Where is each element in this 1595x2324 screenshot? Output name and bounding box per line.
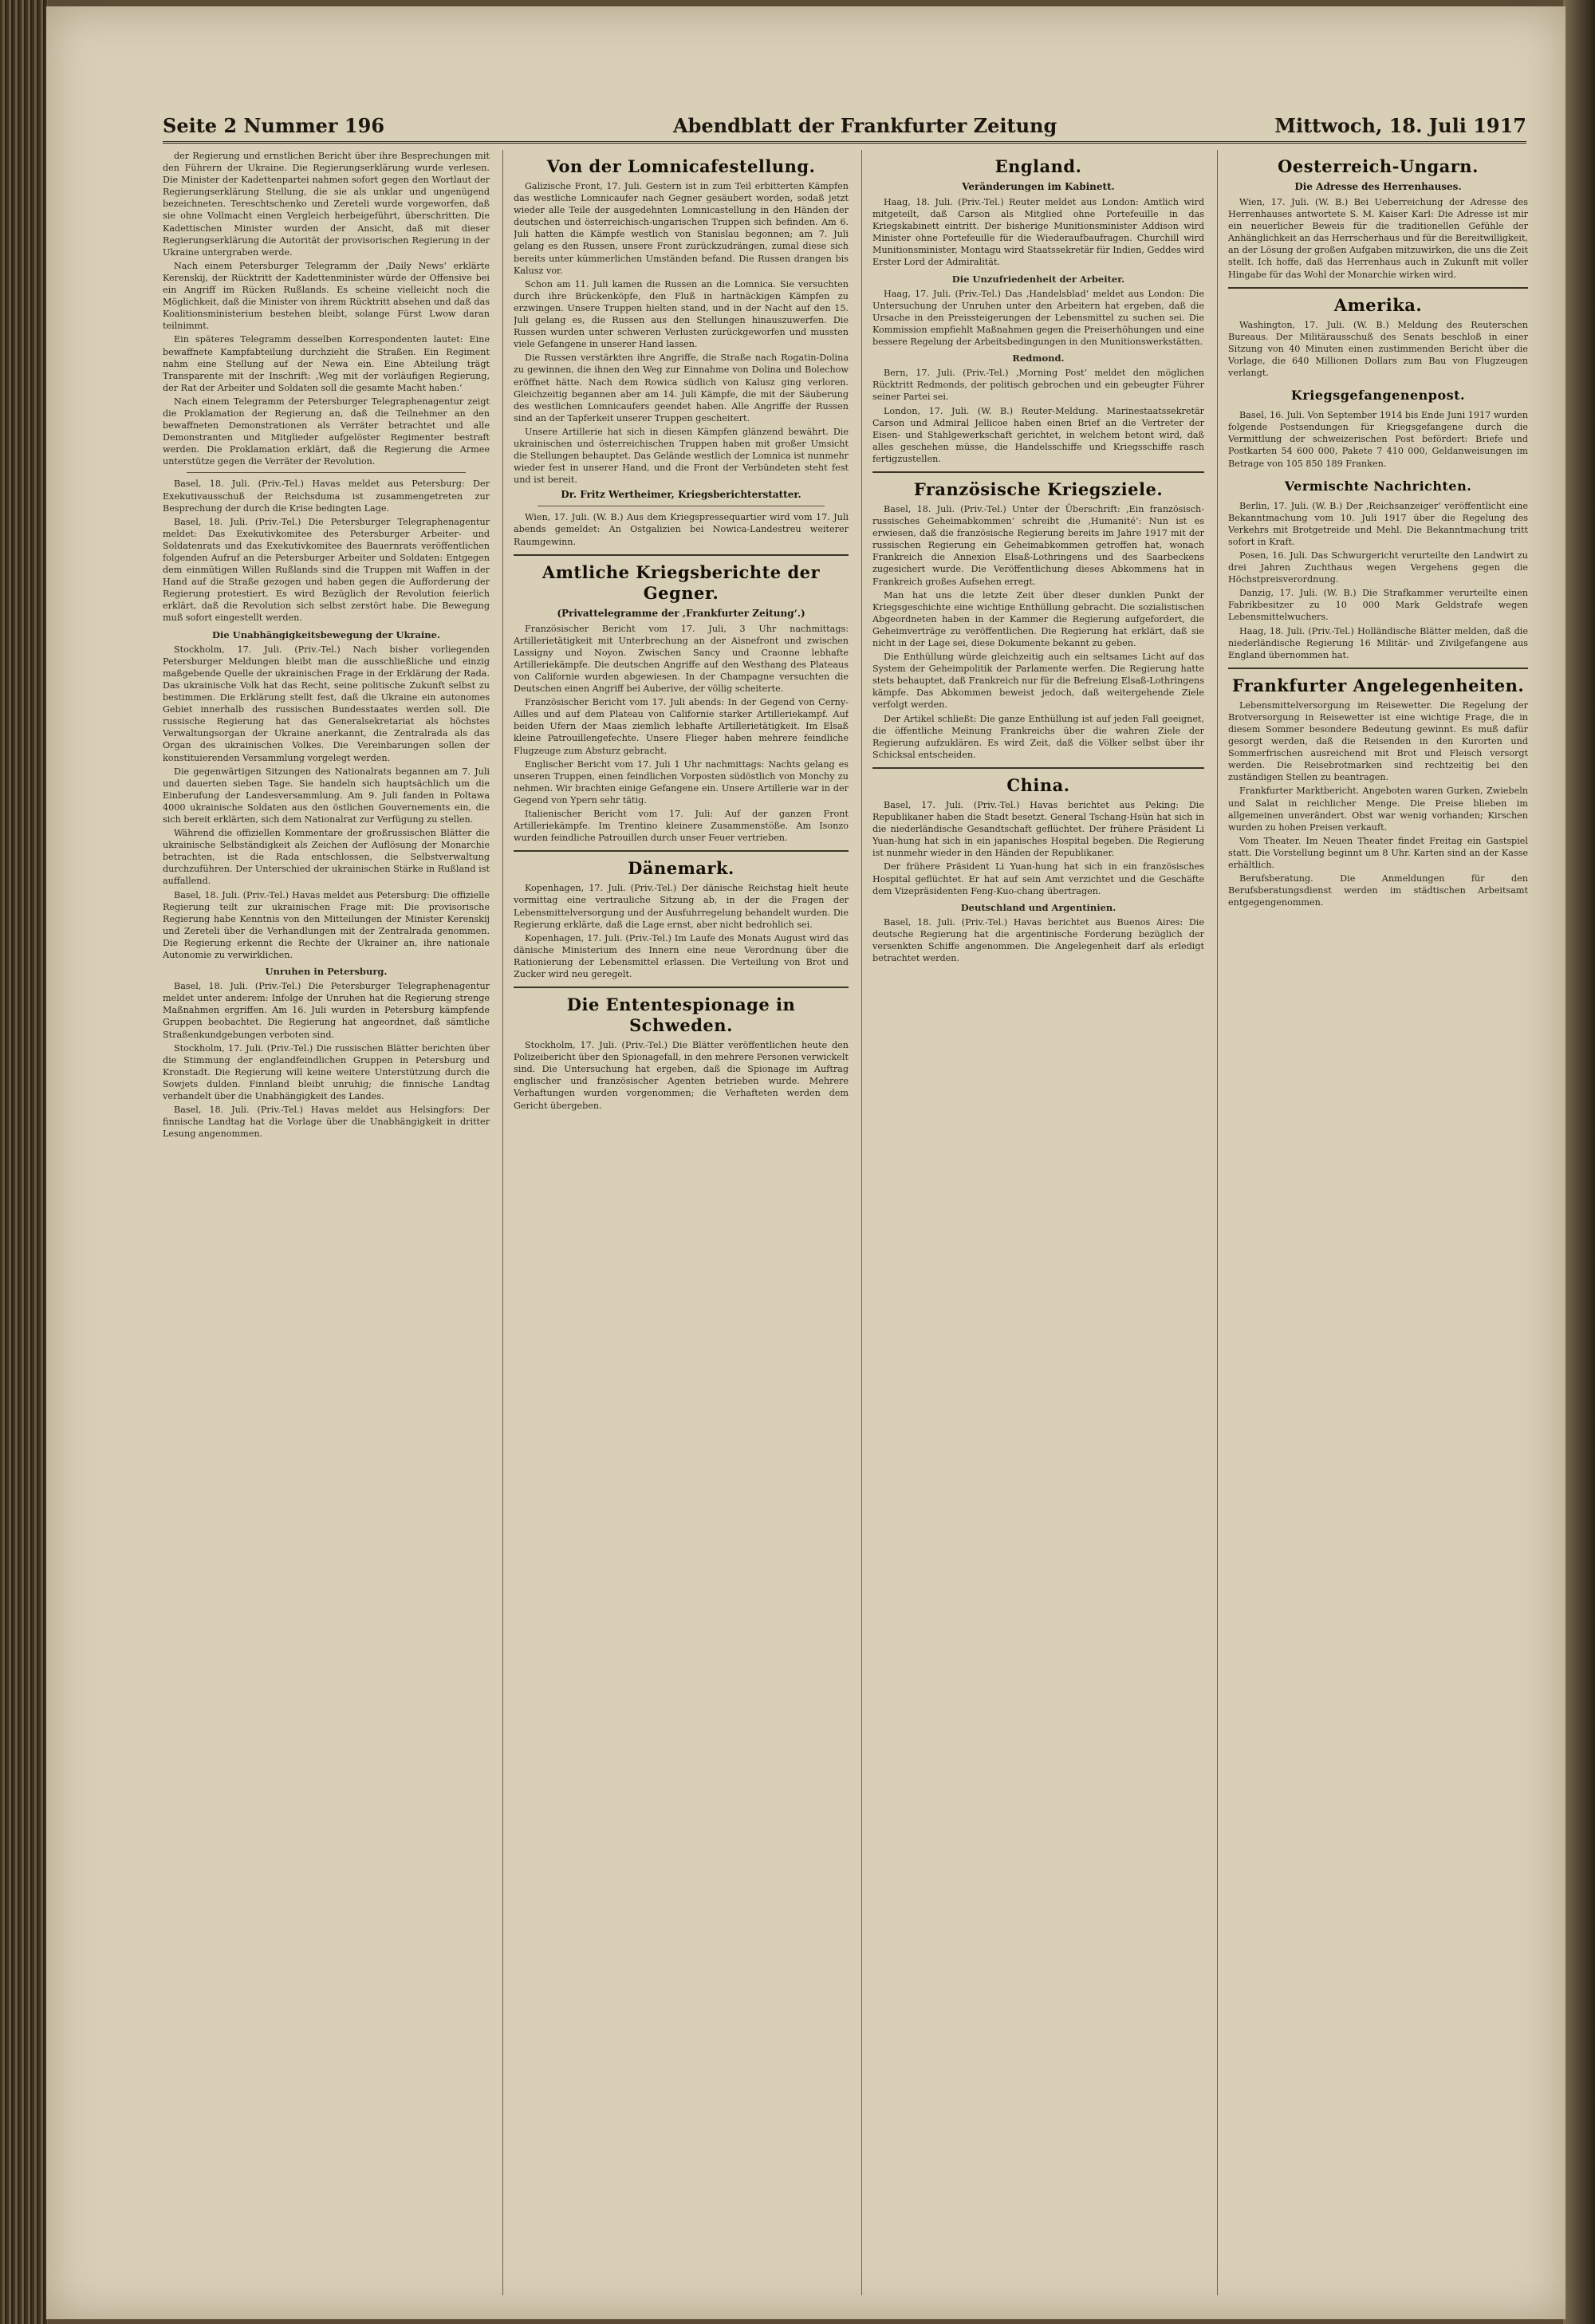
section-heading: Die Ententespionage in Schweden. — [566, 995, 796, 1036]
section-subheading: Veränderungen im Kabinett. — [962, 181, 1115, 192]
section-heading: China. — [1006, 774, 1070, 795]
article-paragraph: Basel, 17. Juli. (Priv.-Tel.) Havas berichtet aus Peking: Die Republikaner haben die Stadt besetzt. General Tschang-Hsün hat sich in die niederländische Gesandtschaft geflüchtet. Der frühere Präsident Li Yuan-hung hat sich in ein japanisches Hospital begeben. Die Regierung ist nunmehr wieder in den Händen der Republikaner. — [872, 799, 1204, 859]
section-subheading: Die Adresse des Herrenhauses. — [1294, 181, 1462, 192]
section-heading: Oesterreich-Ungarn. — [1278, 156, 1479, 176]
article-paragraph: Lebensmittelversorgung im Reisewetter. Die Regelung der Brotversorgung in Reisewetter ist eine wichtige Frage, die in diesem Sommer besondere Bedeutung gewinnt. Es muß dafür gesorgt werden, daß die Reisenden in den Kurorten und Sommerfrischen ausreichend mit Brot und Fleisch versorgt werden. Die Reisebrotmarken sind rechtzeitig bei den zuständigen Stellen zu beantragen. — [1228, 699, 1528, 783]
divider — [1228, 287, 1528, 289]
article-paragraph: Wien, 17. Juli. (W. B.) Bei Ueberreichung der Adresse des Herrenhauses antwortete S. M. Kaiser Karl: Die Adresse ist mir ein neuerlicher Beweis für die traditionellen Gefühle der Anhänglichkeit an das Herrscherhaus und für die Bereitwilligkeit, an der Lösung der großen Aufgaben mitzuwirken, die uns die Zeit stellt. Ich hoffe, daß das Herrenhaus auch in Zukunft mit voller Hingabe für das Wohl der Monarchie wirken wird. — [1228, 197, 1528, 280]
article-paragraph: Haag, 18. Juli. (Priv.-Tel.) Holländische Blätter melden, daß die niederländische Regierung 16 Militär- und Zivilgefangene aus England übernommen hat. — [1228, 625, 1528, 660]
article-paragraph: Basel, 16. Juli. Von September 1914 bis Ende Juni 1917 wurden folgende Postsendungen für Kriegsgefangene durch die Vermittlung der schweizerischen Post befördert: Briefe und Postkarten 54 600 000, Pakete 7 410 000, Geldanweisungen im Betrage von 105 850 189 Franken. — [1228, 410, 1528, 469]
section-subheading: Die Unabhängigkeitsbewegung der Ukraine. — [212, 628, 440, 640]
article-paragraph: Basel, 18. Juli. (Priv.-Tel.) Die Petersburger Telegraphenagentur meldet: Das Exekutivkomitee des Petersburger Arbeiter- und Soldatenrats und das Exekutivkomitee des Bauernrats veröffentlichen folgenden Aufruf an die Petersburger Arbeiter und Soldaten: Entgegen dem einmütigen Willen Rußlands sind die Truppen mit Waffen in der Hand auf die Straße gezogen und haben gegen die Aufforderung der Regierung protestiert. Es wird Bezüglich der Revolution feierlich erklärt, daß die Revolution sich selbst zerstört habe. Die Bewegung muß sofort eingestellt werden. — [163, 516, 490, 624]
article-paragraph: Basel, 18. Juli. (Priv.-Tel.) Havas berichtet aus Buenos Aires: Die deutsche Regierung hat die argentinische Forderung bezüglich der versenkten Schiffe angenommen. Die Angelegenheit darf als erledigt betrachtet werden. — [872, 916, 1204, 964]
article-paragraph: Der Artikel schließt: Die ganze Enthüllung ist auf jeden Fall geeignet, die öffentliche Meinung Frankreichs über die wahren Ziele der Regierung aufzuklären. Es wird Zeit, daß die Völker selbst über ihr Schicksal entscheiden. — [872, 713, 1204, 760]
section-heading: Von der Lomnicafestellung. — [546, 156, 816, 176]
article-paragraph: Frankfurter Marktbericht. Angeboten waren Gurken, Zwiebeln und Salat in reichlicher Menge. Die Preise blieben im allgemeinen unverändert. Obst war wenig vorhanden; Kirschen wurden zu hohen Preisen verkauft. — [1228, 786, 1528, 833]
section-heading: England. — [994, 156, 1082, 176]
article-paragraph: Haag, 18. Juli. (Priv.-Tel.) Reuter meldet aus London: Amtlich wird mitgeteilt, daß Carson als Mitglied ohne Portefeuille in das Kriegskabinett eintritt. Der bisherige Munitionsminister Addison wird Minister ohne Portefeuille für die Wiederaufbaufragen. Churchill wird Munitionsminister, Montagu wird Staatssekretär für Indien, Geddes wird Erster Lord der Admiralität. — [872, 197, 1204, 268]
article-paragraph: Danzig, 17. Juli. (W. B.) Die Strafkammer verurteilte einen Fabrikbesitzer zu 10 000 Mark Geldstrafe wegen Lebensmittelwuchers. — [1228, 588, 1528, 623]
column-3 — [872, 150, 1204, 2295]
article-paragraph: Basel, 18. Juli. (Priv.-Tel.) Havas meldet aus Petersburg: Der Exekutivausschuß der Reichsduma ist zusammengetreten zur Besprechung der durch die Krise bedingten Lage. — [163, 479, 490, 514]
article-paragraph: Man hat uns die letzte Zeit über dieser dunklen Punkt der Kriegsgeschichte eine wichtige Enthüllung gebracht. Die sozialistischen Abgeordneten haben in der Kammer die Regierung aufgefordert, die Geheimverträge zu veröffentlichen. Die Regierung hat erklärt, daß sie nicht in der Lage sei, diese Dokumente bekannt zu geben. — [872, 589, 1204, 648]
article-paragraph: Die Enthüllung würde gleichzeitig auch ein seltsames Licht auf das System der Geheimpolitik der Parlamente werfen. Die Regierung hatte stets behauptet, daß Frankreich nur für die Befreiung Elsaß-Lothringens kämpfe. Das Abkommen beweist jedoch, daß weitergehende Ziele verfolgt werden. — [872, 652, 1204, 711]
article-paragraph: Bern, 17. Juli. (Priv.-Tel.) ‚Morning Post‘ meldet den möglichen Rücktritt Redmonds, der politisch gebrochen und ein gebeugter Führer seiner Partei sei. — [872, 368, 1204, 403]
newspaper-title: Abendblatt der Frankfurter Zeitung — [673, 114, 1057, 137]
article-paragraph: Unsere Artillerie hat sich in diesen Kämpfen glänzend bewährt. Die ukrainischen und österreichischen Truppen haben mit großer Umsicht die Stellungen behauptet. Das Gelände westlich der Lomnica ist nunmehr wieder fest in unserer Hand, und die Front der Verbündeten steht fest und ist bereit. — [514, 426, 849, 486]
section-subheading: Die Unzufriedenheit der Arbeiter. — [951, 273, 1125, 285]
section-heading: Französische Kriegsziele. — [913, 479, 1164, 499]
column-rule — [1217, 150, 1218, 2295]
article-paragraph: Vom Theater. Im Neuen Theater findet Freitag ein Gastspiel statt. Die Vorstellung beginnt um 8 Uhr. Karten sind an der Kasse erhältlich. — [1228, 835, 1528, 871]
column-1 — [163, 150, 490, 2295]
article-paragraph: Französischer Bericht vom 17. Juli, 3 Uhr nachmittags: Artillerietätigkeit mit Unterbrechung an der Aisnefront und zwischen Lassigny und Noyon. Zwischen Sancy und Craonne lebhafte Artilleriekämpfe. Die deutschen Angriffe auf den Westhang des Plateaus von Californie wurden abgewiesen. In der Champagne versuchten die Deutschen einen Angriff bei Auberive, der völlig scheiterte. — [514, 623, 849, 695]
article-paragraph: Basel, 18. Juli. (Priv.-Tel.) Unter der Überschrift: ‚Ein französisch-russisches Geheimabkommen‘ schreibt die ‚Humanité‘: Nun ist es erwiesen, daß die französische Regierung bereits im Jahre 1917 mit der russischen Regierung ein Geheimabkommen getroffen hat, wonach Frankreich die Annexion Elsaß-Lothringens und des Saarbeckens zugesichert wurde. Die Veröffentlichung dieses Abkommens hat in Frankreich großes Aufsehen erregt. — [872, 503, 1204, 587]
article-paragraph: Stockholm, 17. Juli. (Priv.-Tel.) Die Blätter veröffentlichen heute den Polizeibericht über den Spionagefall, in den mehrere Personen verwickelt sind. Die Untersuchung hat ergeben, daß die Spionage im Auftrag englischer und französischer Agenten betrieben wurde. Mehrere Verhaftungen wurden vorgenommen; die Verhafteten werden dem Gericht übergeben. — [514, 1040, 849, 1111]
article-paragraph: Galizische Front, 17. Juli. Gestern ist in zum Teil erbitterten Kämpfen das westliche Lomnicaufer nach Gegner gesäubert worden, sodaß jetzt wieder alle Teile der ausgedehnten Lomnicastellung in den Händen der deutschen und österreichisch-ungarischen Truppen sich befinden. Am 6. Juli hatten die Kämpfe westlich von Stanislau begonnen; am 7. Juli gelang es den Russen, unsere Front zurückzudrängen, zumal diese sich bereits unter kümmerlichen Umständen befand. Die Russen drangen bis Kalusz vor. — [514, 181, 849, 276]
column-4 — [1228, 150, 1528, 2295]
page-shadow — [1563, 0, 1595, 2324]
section-heading: Dänemark. — [628, 858, 734, 879]
article-paragraph: Nach einem Petersburger Telegramm der ‚Daily News‘ erklärte Kerenskij, der Rücktritt der Kadettenminister würde der Offensive bei ein Angriff im Rücken Rußlands. Es scheine vielleicht noch die Möglichkeit, daß die Minister von ihrem Rücktritt absehen und daß das Koalitionsministerium bestehen bleibt, solange Fürst Lwow daran teilnimmt. — [163, 260, 490, 332]
divider — [872, 767, 1204, 769]
section-heading: Frankfurter Angelegenheiten. — [1231, 675, 1525, 695]
section-subheading: Unruhen in Petersburg. — [265, 966, 388, 978]
byline: Dr. Fritz Wertheimer, Kriegsberichterstatter. — [561, 489, 801, 501]
divider — [1228, 668, 1528, 669]
section-heading: Kriegsgefangenenpost. — [1290, 388, 1466, 404]
article-paragraph: Stockholm, 17. Juli. (Priv.-Tel.) Nach bisher vorliegenden Petersburger Meldungen bleibt man die ausschließliche und einzig maßgebende Quelle der ukrainischen Frage in der Erklärung der Rada. Das ukrainische Volk hat das Recht, seine politische Zukunft selbst zu bestimmen. Die Erklärung stellt fest, daß die Ukraine ein autonomes Gebiet innerhalb des russischen Bundesstaates werden soll. Die russische Regierung hat das Generalsekretariat als höchstes Verwaltungsorgan der Ukraine anerkannt, die Zentralrada als das Organ des ukrainischen Volkes. Die Vereinbarungen sollen der konstituierenden Versammlung vorgelegt werden. — [163, 644, 490, 763]
article-paragraph: der Regierung und ernstlichen Bericht über ihre Besprechungen mit den Führern der Ukraine. Die Regierungserklärung wurde verlesen. Die Minister der Kadettenpartei nahmen sofort gegen den Wortlaut der Regierungserklärung Stellung, die sie als unklar und ungenügend bezeichneten. Tereschtschenko und Zereteli wurde vorgeworfen, daß sie ohne Vollmacht einen Vergleich herbeigeführt, überschritten. Die Kadettischen Minister wurden der Ansicht, daß mit dieser Regierungserklärung die Autorität der provisorischen Regierung in der Ukraine untergraben werde. — [163, 151, 490, 258]
article-paragraph: Ein späteres Telegramm desselben Korrespondenten lautet: Eine bewaffnete Kampfabteilung durchzieht die Straßen. Ein Regiment nahm eine Stellung auf der Newa ein. Eine Abteilung trägt Transparente mit der Inschrift: ‚Weg mit der vorläufigen Regierung, der Rat der Arbeiter und Soldaten soll die gesamte Macht haben.‘ — [163, 334, 490, 393]
article-paragraph: Posen, 16. Juli. Das Schwurgericht verurteilte den Landwirt zu drei Jahren Zuchthaus wegen Vergehens gegen die Höchstpreisverordnung. — [1228, 549, 1528, 585]
column-rule — [502, 150, 503, 2295]
newspaper-page — [46, 6, 1565, 2319]
masthead — [163, 112, 1526, 144]
article-paragraph: Während die offiziellen Kommentare der großrussischen Blätter die ukrainische Selbständigkeit als Zeichen der Auflösung der Monarchie betrachten, ist die Rada entschlossen, die Selbstverwaltung durchzuführen. Der Unterschied der ukrainischen Stärke in Rußland ist auffallend. — [163, 828, 490, 887]
article-paragraph: Washington, 17. Juli. (W. B.) Meldung des Reuterschen Bureaus. Der Militärausschuß des Senats beschloß in einer Sitzung von 40 Minuten einen zustimmenden Bericht über die Vorlage, die 640 Millionen Dollars zum Bau von Flugzeugen verlangt. — [1228, 319, 1528, 379]
article-paragraph: Die gegenwärtigen Sitzungen des Nationalrats begannen am 7. Juli und dauerten sieben Tage. Sie handeln sich hauptsächlich um die Einberufung der Landesversammlung. Am 9. Juli fanden in Poltawa 4000 ukrainische Soldaten aus den östlichen Gouvernements ein, die sich bereit erklärten, sich dem Nationalrat zur Verfügung zu stellen. — [163, 766, 490, 825]
issue-date: Mittwoch, 18. Juli 1917 — [1274, 114, 1526, 137]
article-paragraph: Schon am 11. Juli kamen die Russen an die Lomnica. Sie versuchten durch ihre Brückenköpfe, den Fluß in hartnäckigen Kämpfen zu erzwingen. Unsere Truppen hielten stand, und in der Nacht auf den 15. Juli gelang es, die Russen aus den Stellungen hinauszuwerfen. Die Russen wurden unter schweren Verlusten zurückgeworfen und mussten viele Gefangene in unserer Hand lassen. — [514, 278, 849, 350]
section-heading: Amerika. — [1333, 294, 1423, 315]
article-paragraph: Französischer Bericht vom 17. Juli abends: In der Gegend von Cerny-Ailles und auf dem Plateau von Californie starker Artilleriekampf. Auf beiden Ufern der Maas ziemlich lebhafte Artillerietätigkeit. Im Elsaß kleine Patrouillengefechte. Unsere Flieger haben mehrere feindliche Flugzeuge zum Absturz gebracht. — [514, 697, 849, 756]
divider — [514, 850, 849, 852]
section-heading: Amtliche Kriegsberichte der Gegner. — [542, 561, 821, 603]
article-paragraph: Kopenhagen, 17. Juli. (Priv.-Tel.) Im Laufe des Monats August wird das dänische Ministerium des Innern eine neue Verordnung über die Rationierung der Lebensmittel erlassen. Die Verteilung von Brot und Zucker wird neu geregelt. — [514, 932, 849, 979]
column-rule — [861, 150, 862, 2295]
article-paragraph: Berufsberatung. Die Anmeldungen für den Berufsberatungsdienst werden im städtischen Arbeitsamt entgegengenommen. — [1228, 873, 1528, 908]
section-heading: Vermischte Nachrichten. — [1284, 478, 1472, 494]
article-paragraph: Basel, 18. Juli. (Priv.-Tel.) Die Petersburger Telegraphenagentur meldet unter anderem: Infolge der Unruhen hat die Regierung strenge Maßnahmen ergriffen. Am 16. Juli wurden in Petersburg kämpfende Gruppen beobachtet. Die Regierung hat angeordnet, daß sämtliche Straßenkundgebungen verboten sind. — [163, 981, 490, 1040]
article-paragraph: Wien, 17. Juli. (W. B.) Aus dem Kriegspressequartier wird vom 17. Juli abends gemeldet: An Ostgalizien bei Nowica-Landestreu weiterer Raumgewinn. — [514, 512, 849, 547]
article-paragraph: Der frühere Präsident Li Yuan-hung hat sich in ein französisches Hospital geflüchtet. Er hat auf sein Amt verzichtet und die Geschäfte dem Vizepräsidenten Feng-Kuo-chang übertragen. — [872, 861, 1204, 896]
article-paragraph: Nach einem Telegramm der Petersburger Telegraphenagentur zeigt die Proklamation der Regierung an, daß die Teilnehmer an den bewaffneten Demonstrationen als Verräter betrachtet und alle Demonstranten und Mitglieder aufgelöster Regimenter bestraft werden. Die Proklamation erklärt, daß die Regierung die Armee unterstütze gegen die Verräter der Revolution. — [163, 396, 490, 467]
article-paragraph: Kopenhagen, 17. Juli. (Priv.-Tel.) Der dänische Reichstag hielt heute vormittag eine vertrauliche Sitzung ab, in der die Fragen der Lebensmittelversorgung und der Ausfuhrregelung behandelt wurden. Die Regierung erklärte, daß die Lage ernst, aber nicht bedrohlich sei. — [514, 883, 849, 930]
article-paragraph: Basel, 18. Juli. (Priv.-Tel.) Havas meldet aus Petersburg: Die offizielle Regierung teilt zur ukrainischen Frage mit: Die provisorische Regierung habe Kenntnis von den Mitteilungen der Minister Kerenskij und Zereteli über die Verhandlungen mit der Zentralrada genommen. Die Regierung erkennt die Rechte der Ukrainer an, ihre nationale Autonomie zu verwirklichen. — [163, 889, 490, 960]
divider — [514, 554, 849, 556]
article-paragraph: London, 17. Juli. (W. B.) Reuter-Meldung. Marinestaatssekretär Carson und Admiral Jellicoe haben einen Brief an die Vertreter der Eisen- und Stahlgewerkschaft gerichtet, in welchem betont wird, daß alles geschehen müsse, die Handelsschiffe und Kriegsschiffe rasch fertigzustellen. — [872, 405, 1204, 464]
article-paragraph: Die Russen verstärkten ihre Angriffe, die Straße nach Rogatin-Dolina zu gewinnen, die ihnen den Weg zur Einnahme von Dolina und Bolechow eröffnet hätte. Nach dem Rowica südlich von Kalusz ging verloren. Gleichzeitig begannen aber am 14. Juli Kämpfe, die mit der Säuberung des westlichen Lomnicaufers geendet haben. Alle Angriffe der Russen sind an der Tapferkeit unserer Truppen gescheitert. — [514, 353, 849, 423]
article-paragraph: Englischer Bericht vom 17. Juli 1 Uhr nachmittags: Nachts gelang es unseren Truppen, einen feindlichen Vorposten südöstlich von Monchy zu nehmen. Wir brachten einige Gefangene ein. Unsere Artillerie war in der Gegend von Ypern sehr tätig. — [514, 758, 849, 806]
article-paragraph: Berlin, 17. Juli. (W. B.) Der ‚Reichsanzeiger‘ veröffentlicht eine Bekanntmachung vom 10. Juli 1917 über die Regelung des Verkehrs mit Brotgetreide und Mehl. Die Bekanntmachung tritt sofort in Kraft. — [1228, 500, 1528, 547]
section-subheading: Deutschland und Argentinien. — [960, 901, 1116, 913]
section-subheading: (Privattelegramme der ‚Frankfurter Zeitung‘.) — [557, 607, 805, 619]
divider — [872, 471, 1204, 473]
article-paragraph: Italienischer Bericht vom 17. Juli: Auf der ganzen Front Artilleriekämpfe. Im Trentino kleinere Zusammenstöße. Am Isonzo wurden feindliche Patrouillen durch unser Feuer vertrieben. — [514, 809, 849, 844]
divider — [514, 987, 849, 988]
divider — [187, 472, 466, 473]
article-paragraph: Haag, 17. Juli. (Priv.-Tel.) Das ‚Handelsblad‘ meldet aus London: Die Untersuchung der Unruhen unter den Arbeitern hat ergeben, daß die Ursache in den Preissteigerungen der Lebensmittel zu suchen sei. Die Kommission empfiehlt Maßnahmen gegen die Preiserhöhungen und eine bessere Regelung der Arbeitsbedingungen in den Munitionswerkstätten. — [872, 288, 1204, 348]
section-subheading: Redmond. — [1012, 353, 1065, 364]
page-number-label: Seite 2 Nummer 196 — [163, 114, 385, 137]
column-2 — [514, 150, 849, 2295]
article-paragraph: Stockholm, 17. Juli. (Priv.-Tel.) Die russischen Blätter berichten über die Stimmung der englandfeindlichen Gruppen in Petersburg und Kronstadt. Die Regierung will keine weitere Unterstützung durch die Sowjets dulden. Finnland bleibt unruhig; die finnische Landtag verhandelt über die Unabhängigkeit des Landes. — [163, 1042, 490, 1102]
article-paragraph: Basel, 18. Juli. (Priv.-Tel.) Havas meldet aus Helsingfors: Der finnische Landtag hat die Vorlage über die Unabhängigkeit in dritter Lesung angenommen. — [163, 1105, 490, 1140]
book-binding-edge — [0, 0, 48, 2324]
